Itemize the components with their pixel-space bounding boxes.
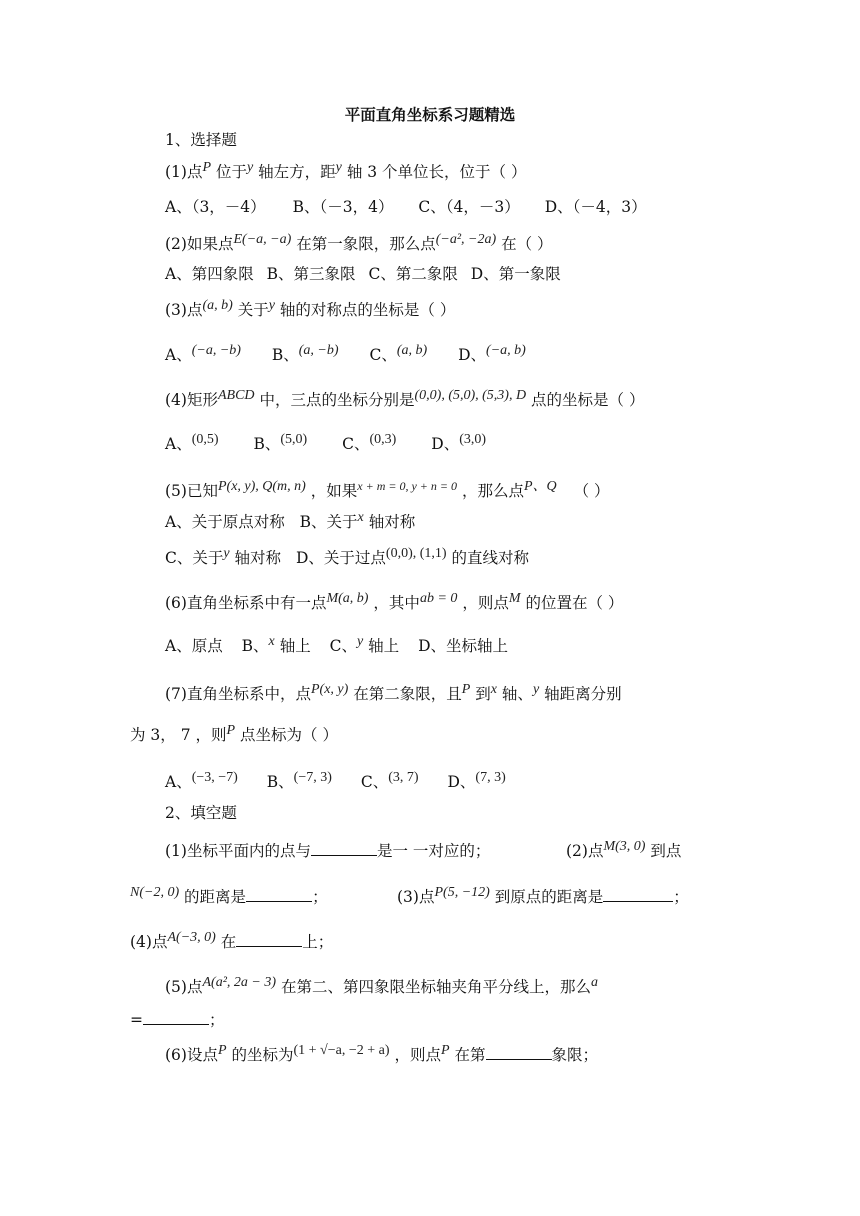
question-3: (3)点(a, b) 关于y 轴的对称点的坐标是（ ） <box>165 298 456 319</box>
option-d: D、坐标轴上 <box>418 637 509 655</box>
option-d: D、关于过点(0,0), (1,1) 的直线对称 <box>295 546 530 567</box>
answer-blank[interactable] <box>236 932 302 947</box>
option-d: D、(7, 3) <box>447 770 506 791</box>
question-5-options-line2 <box>165 548 529 570</box>
fill-5-line2: = ； <box>130 1011 225 1029</box>
option-c: C、(3, 7) <box>360 770 419 791</box>
option-d: D、（－4，3） <box>544 198 647 216</box>
option-b: B、第三象限 <box>266 265 356 283</box>
question-1-options <box>165 197 647 217</box>
option-b: B、x 轴上 <box>241 634 311 655</box>
fill-2-start: (2)点M(3, 0) 到点 <box>566 839 682 860</box>
option-c: C、关于y 轴对称 <box>165 546 282 567</box>
fill-2-end: N(−2, 0) 的距离是 ； <box>130 885 328 906</box>
question-5: (5)已知P(x, y), Q(m, n) ，如果$^{x + m = 0, y + n = 0}$ ，那么点P、Q （ ） <box>165 479 610 500</box>
question-2-options <box>165 264 561 284</box>
fill-1: (1)坐标平面内的点与 是一 一对应的； <box>165 842 491 860</box>
option-b: B、(−7, 3) <box>266 770 332 791</box>
question-6: (6)直角坐标系中有一点M(a, b) ，其中ab = 0 ，则点M 的位置在（ ） <box>165 591 624 612</box>
option-c: C、(0,3) <box>342 432 397 453</box>
question-7-line2: 为 3， 7 ，则P 点坐标为（ ） <box>130 723 338 744</box>
option-c: C、(a, b) <box>369 343 428 364</box>
option-a: A、原点 <box>165 637 223 655</box>
answer-blank[interactable] <box>246 887 312 902</box>
option-a: A、第四象限 <box>165 265 254 283</box>
option-b: B、(a, −b) <box>271 343 339 364</box>
option-c: C、（4，－3） <box>418 198 520 216</box>
page-title: 平面直角坐标系习题精选 <box>344 105 516 124</box>
fill-4: (4)点A(−3, 0) 在 上； <box>130 930 334 951</box>
option-a: A、(0,5) <box>165 432 219 453</box>
question-7-line1: (7)直角坐标系中，点P(x, y) 在第二象限，且P 到x 轴、y 轴距离分别 <box>165 682 622 703</box>
fill-6: (6)设点P 的坐标为(1 + √−a, −2 + a) ，则点P 在第 象限； <box>165 1043 599 1064</box>
option-c: C、第二象限 <box>368 265 458 283</box>
option-b: B、(5,0) <box>253 432 308 453</box>
option-d: D、(3,0) <box>431 432 487 453</box>
question-4: (4)矩形ABCD 中，三点的坐标分别是(0,0), (5,0), (5,3), D 点的坐标是（ ） <box>165 388 645 409</box>
option-b: B、（－3，4） <box>292 198 394 216</box>
question-3-options <box>165 345 526 367</box>
question-1: (1)点P 位于y 轴左方，距y 轴 3 个单位长，位于（ ） <box>165 160 527 181</box>
option-c: C、y 轴上 <box>329 634 400 655</box>
option-a: A、（3，－4） <box>165 198 266 216</box>
answer-blank[interactable] <box>486 1045 552 1060</box>
option-a: A、(−3, −7) <box>165 770 238 791</box>
option-a: A、关于原点对称 <box>165 513 285 531</box>
answer-blank[interactable] <box>603 887 673 902</box>
answer-blank[interactable] <box>143 1010 209 1025</box>
option-a: A、(−a, −b) <box>165 343 241 364</box>
option-d: D、第一象限 <box>470 265 561 283</box>
section-heading-fill: 2、填空题 <box>165 804 237 822</box>
answer-blank[interactable] <box>311 841 377 856</box>
option-d: D、(−a, b) <box>458 343 526 364</box>
fill-3: (3)点P(5, −12) 到原点的距离是 ； <box>397 885 689 906</box>
fill-5-line1: (5)点A(a², 2a − 3) 在第二、第四象限坐标轴夹角平分线上，那么a <box>165 975 598 996</box>
section-heading-choice: 1、选择题 <box>165 131 237 149</box>
question-4-options <box>165 434 486 456</box>
question-7-options <box>165 772 506 794</box>
option-b: B、关于x 轴对称 <box>299 510 416 531</box>
question-5-options-line1 <box>165 512 415 534</box>
question-2: (2)如果点E(−a, −a) 在第一象限，那么点(−a², −2a) 在（ ） <box>165 232 553 253</box>
question-6-options <box>165 636 508 658</box>
